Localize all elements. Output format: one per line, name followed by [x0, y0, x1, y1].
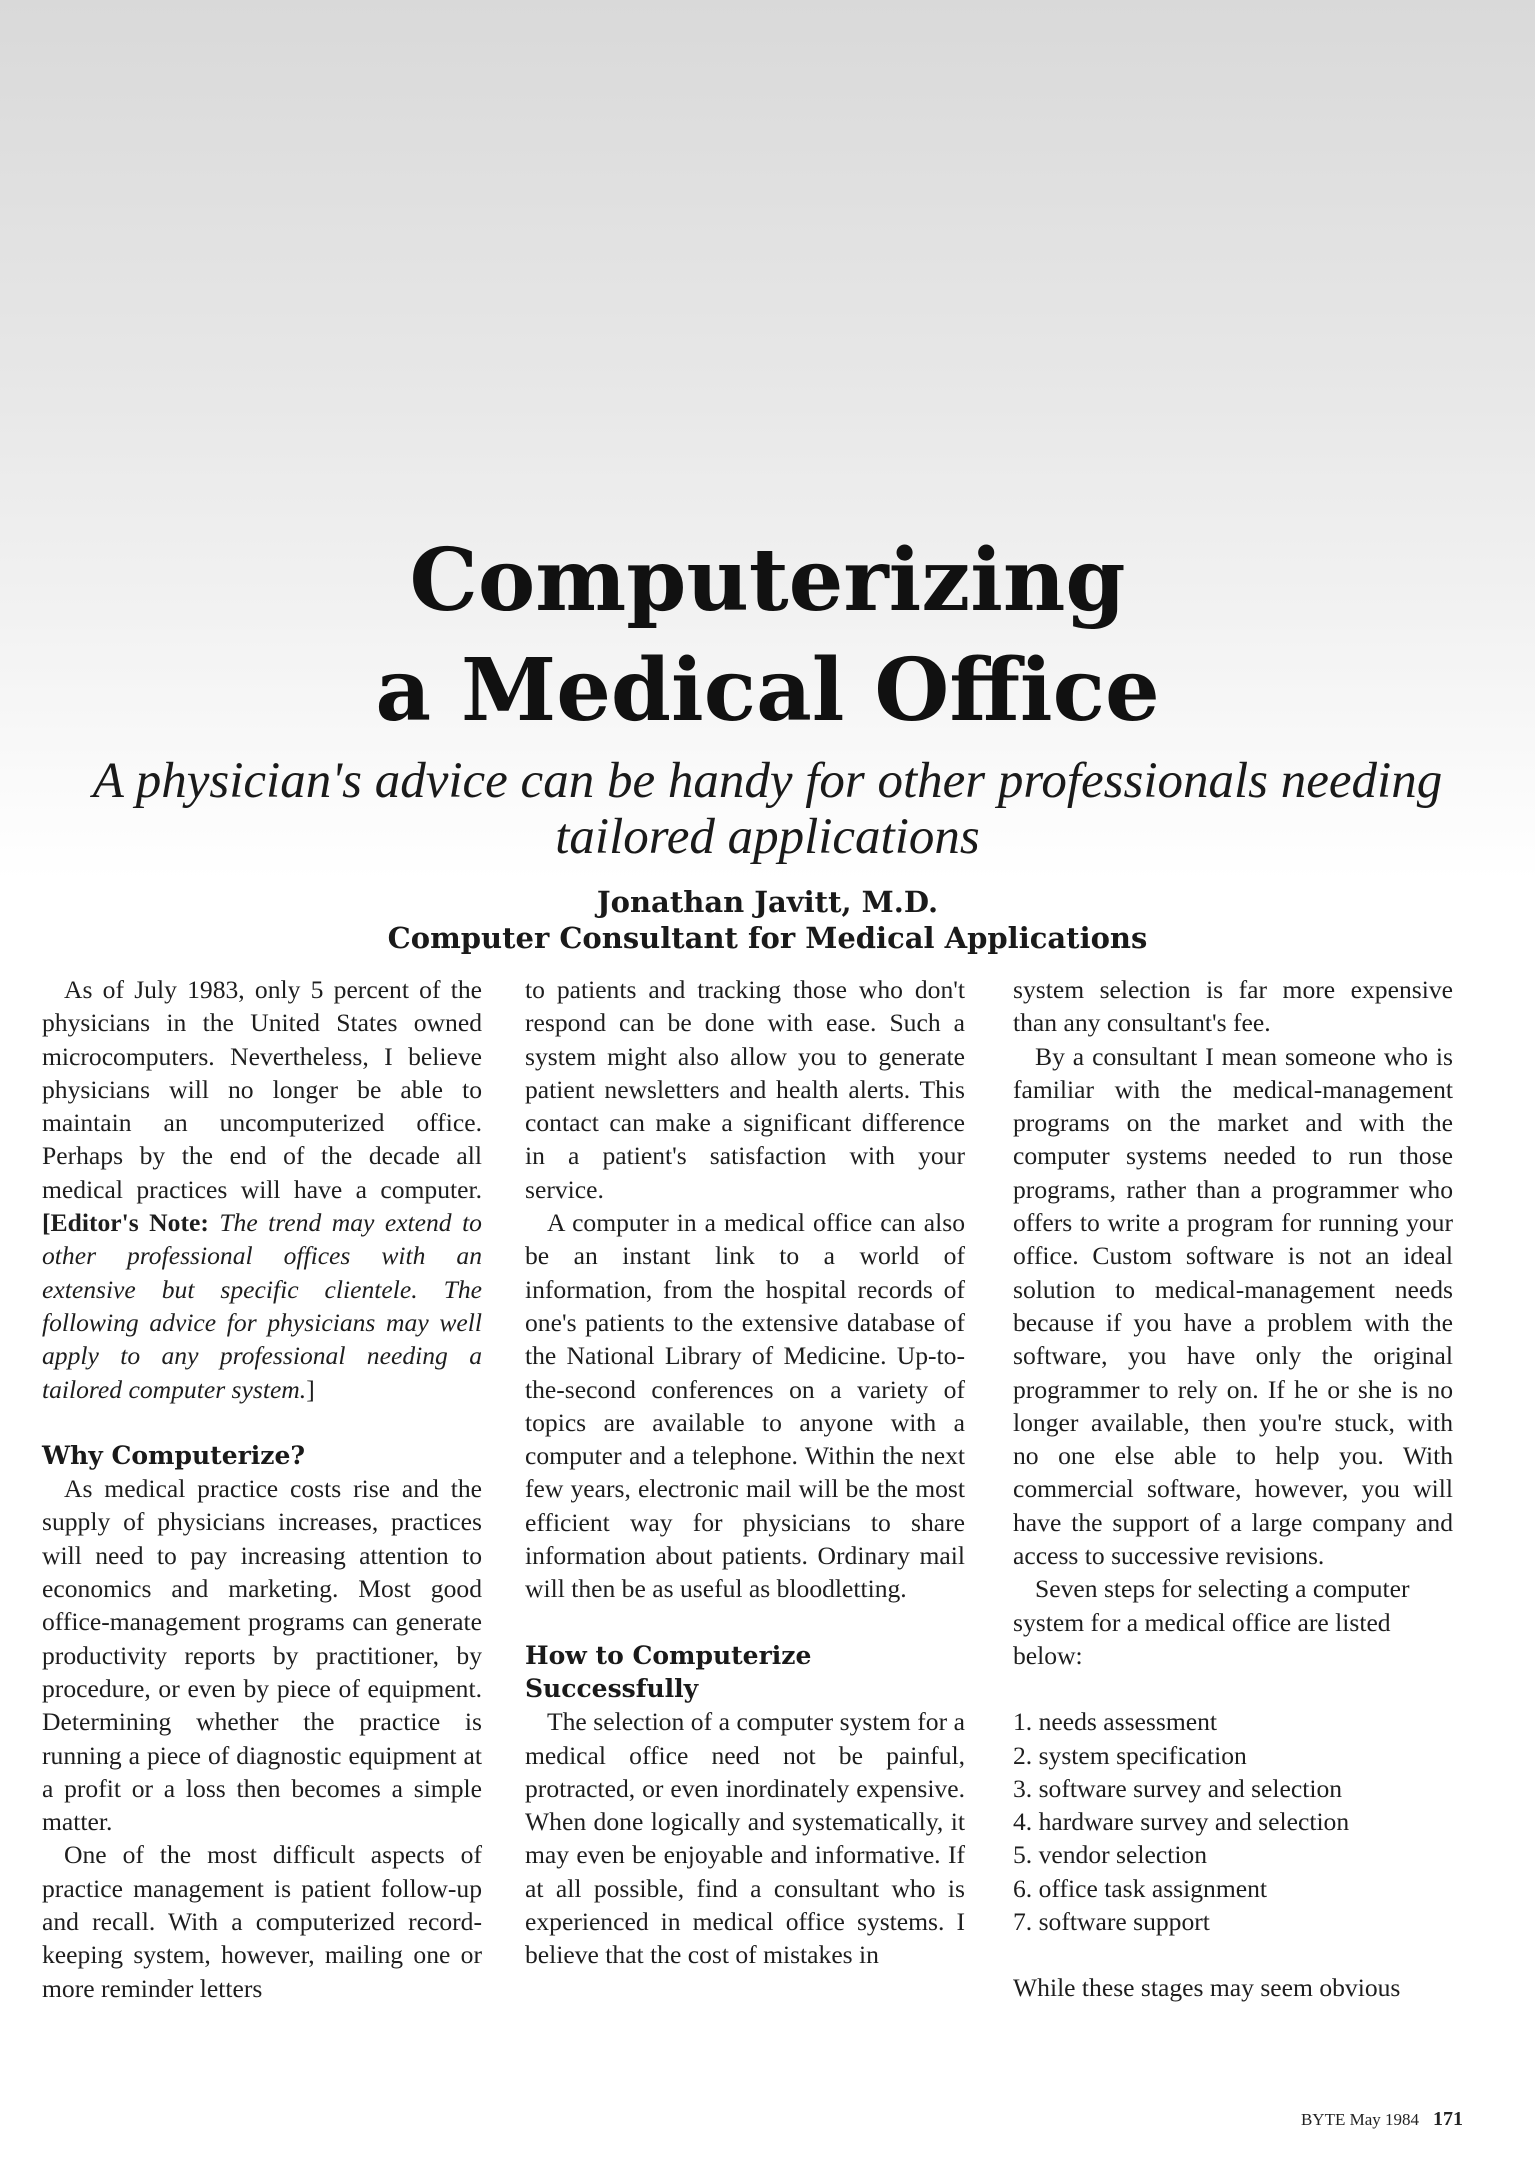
article-title-line1: Computerizing	[409, 530, 1126, 631]
paragraph-consultant-definition: By a consultant I mean someone who is familiar with the medical-management programs on the market and with the computer systems needed to run those programs, rather than a programmer who offers to write a program for running your office. Custom software is not an ideal solution to medical-management needs because if you have a problem with the software, you have only the original programmer to rely on. If he or she is no longer available, then you're stuck, with no one else able to help you. With commercial software, however, you will have the support of a large company and access to successive revisions.	[1013, 1041, 1453, 1571]
list-item: 6. office task assignment	[1013, 1873, 1267, 1903]
article-subtitle: A physician's advice can be handy for other professionals needing tailored applications	[92, 753, 1443, 865]
list-item: 3. software survey and selection	[1013, 1773, 1343, 1803]
heading-line1: How to Computerize	[525, 1640, 812, 1670]
editors-note-label: [Editor's Note:	[42, 1208, 209, 1238]
author-affiliation: Computer Consultant for Medical Applications	[387, 921, 1148, 955]
header-background	[0, 0, 1535, 880]
page-footer	[1301, 2108, 1463, 2131]
article-title-line2: a Medical Office	[375, 640, 1160, 741]
paragraph-seven-steps: Seven steps for selecting a computer system for a medical office are listed below:	[1013, 1574, 1410, 1670]
column-3	[1013, 973, 1453, 2005]
paragraph-system-selection: The selection of a computer system for a medical office need not be painful, protracted, or even inordinately expensive. When done logically and systematically, it may even be enjoyable and informative. If at all possible, find a consultant who is experienced in medical office systems. I believe that the cost of mistakes in	[525, 1707, 965, 1970]
list-item: 5. vendor selection	[1013, 1840, 1208, 1870]
list-item: 1. needs assessment	[1013, 1707, 1218, 1737]
paragraph-consultant-cost: system selection is far more expensive than any consultant's fee.	[1013, 975, 1453, 1038]
list-item: 4. hardware survey and selection	[1013, 1807, 1350, 1837]
steps-list	[1013, 1705, 1453, 1938]
paragraph-patient-followup: One of the most difficult aspects of practice management is patient follow-up and recall. With a computerized record-keeping system, however, mailing one or more reminder letters	[42, 1840, 482, 2003]
heading-why-computerize: Why Computerize?	[42, 1440, 306, 1470]
heading-how-to-computerize	[525, 1639, 965, 1706]
author-name: Jonathan Javitt, M.D.	[596, 885, 939, 919]
paragraph-information-link: A computer in a medical office can also be an instant link to a world of information, from the hospital records of one's patients to the extensive database of the National Library of Medicine. Up-to-the-second conferences on a variety of topics are available to anyone with a computer and a telephone. Within the next few years, electronic mail will be the most efficient way for physicians to share information about patients. Ordinary mail will then be as useful as bloodletting.	[525, 1208, 965, 1604]
intro-text: As of July 1983, only 5 percent of the physicians in the United States owned microcomputers. Nevertheless, I believe physicians will no longer be able to maintain an uncomputerized office. Perhaps by the end of the decade all medical practices will have a computer.	[42, 975, 482, 1204]
paragraph-practice-costs: As medical practice costs rise and the supply of physicians increases, practices will need to pay increasing attention to economics and marketing. Most good office-management programs can generate productivity reports by practitioner, by procedure, or even by piece of equipment. Determining whether the practice is running a piece of diagnostic equipment at a profit or a loss then becomes a simple matter.	[42, 1474, 482, 1837]
column-1	[42, 973, 482, 2005]
heading-line2: Successfully	[525, 1673, 699, 1703]
editors-note-end: ]	[306, 1374, 315, 1404]
list-item: 7. software support	[1013, 1907, 1210, 1937]
column-2	[525, 973, 965, 1972]
magazine-issue: BYTE May 1984	[1300, 2110, 1419, 2129]
page-number: 171	[1433, 2108, 1463, 2130]
paragraph-stages-obvious: While these stages may seem obvious	[1013, 1973, 1401, 2003]
paragraph-patient-tracking: to patients and tracking those who don't respond can be done with ease. Such a system might also allow you to generate patient newsletters and health alerts. This contact can make a significant difference in a patient's satisfaction with your service.	[525, 975, 965, 1204]
intro-paragraph	[42, 973, 482, 1406]
list-item: 2. system specification	[1013, 1740, 1247, 1770]
editors-note-text: The trend may extend to other professional offices with an extensive but specific clientele. The following advice for physicians may well apply to any professional needing a tailored computer system.	[42, 1208, 482, 1404]
